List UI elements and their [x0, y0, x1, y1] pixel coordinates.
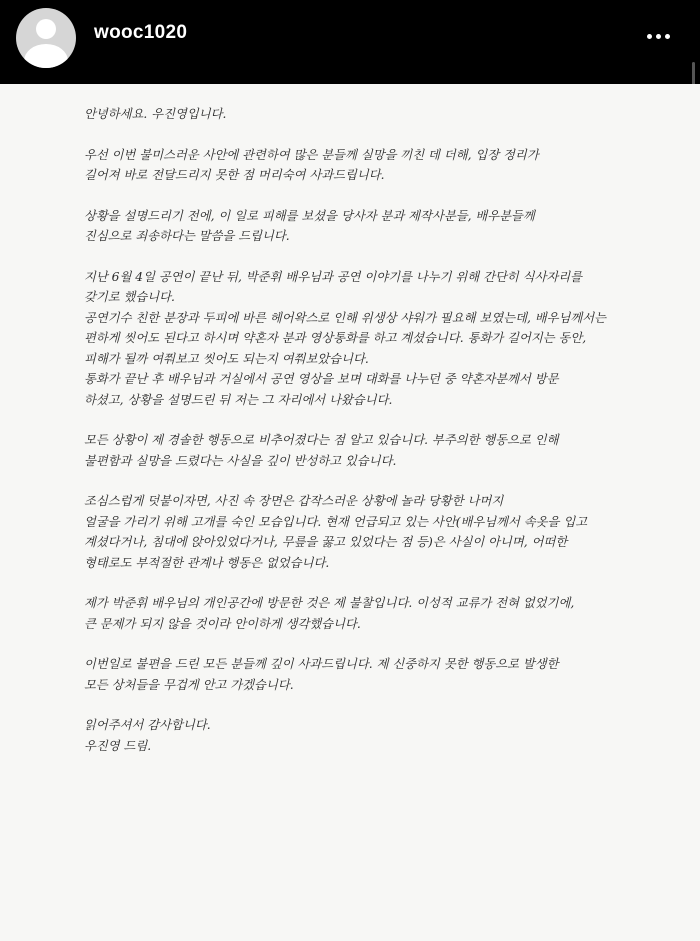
paragraph-gap — [84, 573, 629, 593]
letter-line: 진심으로 죄송하다는 말씀을 드립니다. — [84, 229, 290, 243]
letter-line: 상황을 설명드리기 전에, 이 일로 피해를 보셨을 당사자 분과 제작사분들, 배우분들께 — [84, 208, 535, 223]
letter-line: 모든 상황이 제 경솔한 행동으로 비추어졌다는 점 알고 있습니다. 부주의한 행동으로 인해 — [84, 433, 559, 447]
letter-line: 불편함과 실망을 드렸다는 사실을 깊이 반성하고 있습니다. — [84, 453, 397, 468]
paragraph-gap — [84, 125, 629, 145]
letter-body — [84, 104, 629, 756]
avatar-head — [36, 19, 56, 39]
letter-line: 지난 6월 4일 공연이 끝난 뒤, 박준휘 배우님과 공연 이야기를 나누기 위해 간단히 식사자리를 — [84, 269, 583, 284]
more-dot — [647, 34, 652, 39]
letter-line: 제가 박준휘 배우님의 개인공간에 방문한 것은 제 불찰입니다. 이성적 교류가 전혀 없었기에, — [84, 596, 575, 610]
username[interactable]: wooc1020 — [94, 22, 188, 43]
letter-line: 안녕하세요. 우진영입니다. — [84, 107, 227, 121]
letter-line: 형태로도 부적절한 관계나 행동은 없었습니다. — [84, 555, 330, 570]
handwritten-letter-image — [0, 84, 700, 941]
default-profile-icon[interactable] — [16, 8, 76, 68]
paragraph-gap — [84, 247, 629, 267]
more-dot — [665, 34, 670, 39]
letter-line: 읽어주셔서 감사합니다. — [84, 718, 211, 732]
paragraph-gap — [84, 410, 629, 430]
letter-line: 편하게 씻어도 된다고 하시며 약혼자 분과 영상통화를 하고 계셨습니다. 통화가 길어지는 동안, — [84, 331, 587, 345]
profile-header — [0, 0, 700, 84]
letter-line: 하셨고, 상황을 설명드린 뒤 저는 그 자리에서 나왔습니다. — [84, 392, 393, 407]
avatar-body — [24, 44, 68, 68]
more-dot — [656, 34, 661, 39]
paragraph-gap — [84, 695, 629, 715]
letter-line: 큰 문제가 되지 않을 것이라 안이하게 생각했습니다. — [84, 616, 361, 631]
letter-line: 모든 상처들을 무겁게 안고 가겠습니다. — [84, 677, 294, 692]
letter-line: 얼굴을 가리기 위해 고개를 숙인 모습입니다. 현재 언급되고 있는 사안(배우님께서 속옷을 입고 — [84, 514, 588, 529]
letter-line: 피해가 될까 여쭤보고 씻어도 되는지 여쭤보았습니다. — [84, 351, 369, 366]
letter-line: 우선 이번 불미스러운 사안에 관련하여 많은 분들께 실망을 끼친 데 더해, 입장 정리가 — [84, 147, 539, 162]
letter-line: 갖기로 했습니다. — [84, 290, 175, 304]
paragraph-gap — [84, 471, 629, 491]
letter-line: 공연기수 친한 분장과 두피에 바른 헤어왁스로 인해 위생상 샤워가 필요해 보였는데, 배우님께서는 — [84, 310, 607, 325]
letter-line: 통화가 끝난 후 배우님과 거실에서 공연 영상을 보며 대화를 나누던 중 약혼자분께서 방문 — [84, 372, 559, 386]
more-horizontal-icon[interactable] — [636, 24, 680, 48]
letter-line: 조심스럽게 덧붙이자면, 사진 속 장면은 갑작스러운 상황에 놀라 당황한 나머지 — [84, 494, 504, 508]
letter-line: 이번일로 불편을 드린 모든 분들께 깊이 사과드립니다. 제 신중하지 못한 행동으로 발생한 — [84, 657, 559, 671]
paragraph-gap — [84, 634, 629, 654]
paragraph-gap — [84, 186, 629, 206]
letter-line: 우진영 드림. — [84, 738, 152, 753]
letter-line: 계셨다거나, 침대에 앉아있었다거나, 무릎을 꿇고 있었다는 점 등)은 사실이 아니며, 어떠한 — [84, 535, 568, 549]
letter-line: 길어져 바로 전달드리지 못한 점 머리숙여 사과드립니다. — [84, 168, 385, 182]
